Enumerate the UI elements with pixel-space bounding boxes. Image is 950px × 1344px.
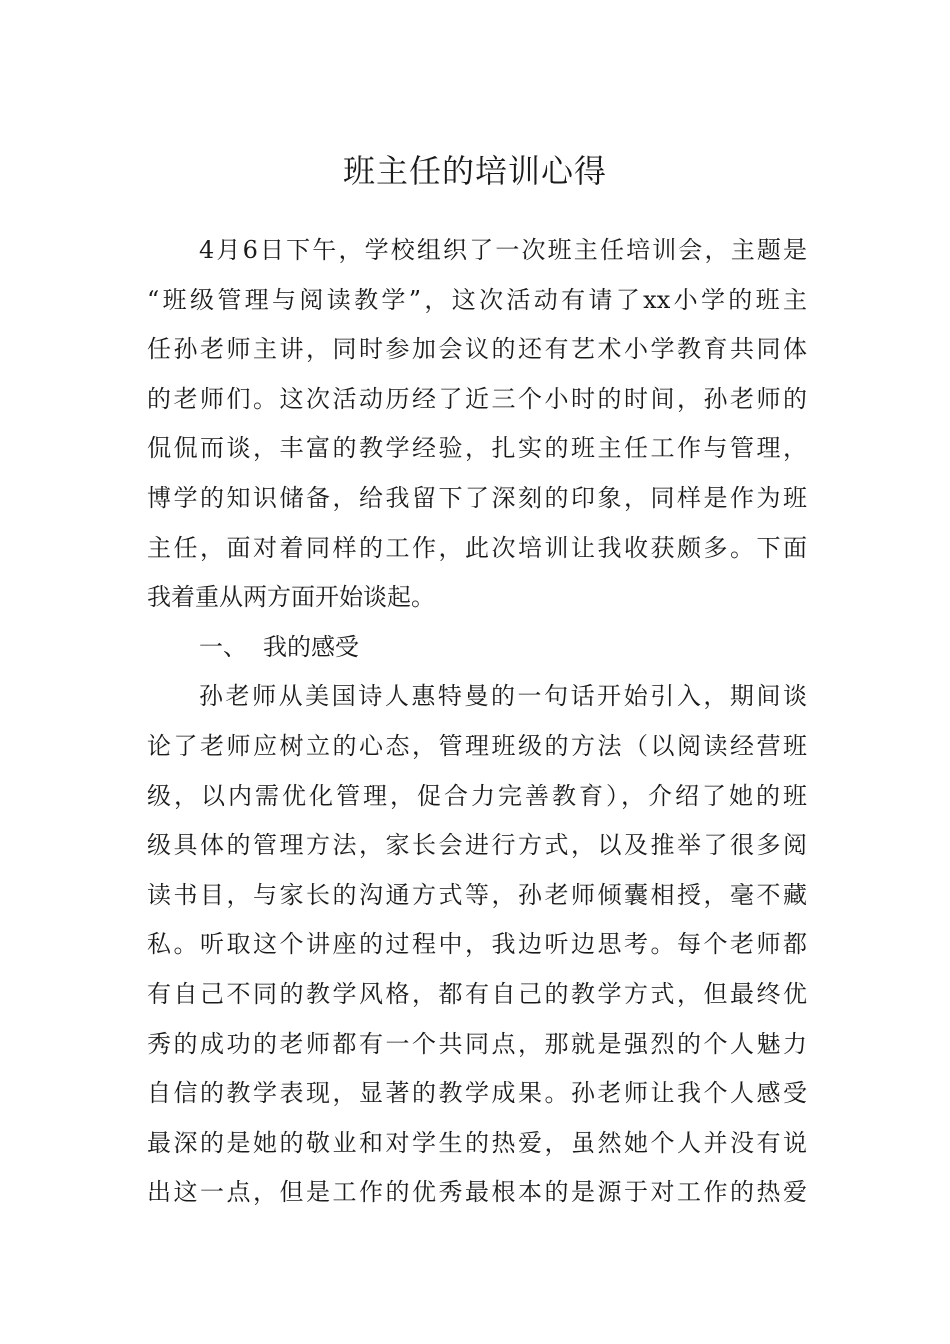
text-line: 秀的成功的老师都有一个共同点，那就是强烈的个人魅力 [147, 1029, 807, 1058]
text-line: 任孙老师主讲，同时参加会议的还有艺术小学教育共同体 [147, 335, 807, 364]
text-line: 最深的是她的敬业和对学生的热爱，虽然她个人并没有说 [147, 1128, 807, 1157]
text-line: 读书目，与家长的沟通方式等，孙老师倾囊相授，毫不藏 [147, 880, 807, 909]
text-line: 级具体的管理方法，家长会进行方式，以及推举了很多阅 [147, 831, 807, 860]
text-line: 博学的知识储备，给我留下了深刻的印象，同样是作为班 [147, 483, 807, 512]
text-line: 的老师们。这次活动历经了近三个小时的时间，孙老师的 [147, 384, 807, 413]
section-number: 一、 [199, 632, 247, 661]
section-heading-text: 我的感受 [263, 632, 359, 661]
paragraph-1 [147, 226, 807, 623]
text-line: 侃侃而谈，丰富的教学经验，扎实的班主任工作与管理， [147, 434, 807, 463]
text-line: 自信的教学表现，显著的教学成果。孙老师让我个人感受 [147, 1079, 807, 1108]
document-body [147, 226, 807, 1218]
text-line: 主任，面对着同样的工作，此次培训让我收获颇多。下面 [147, 533, 807, 562]
text-line: 孙老师从美国诗人惠特曼的一句话开始引入，期间谈 [199, 682, 807, 711]
document-title: 班主任的培训心得 [342, 152, 607, 191]
text-line: 论了老师应树立的心态，管理班级的方法（以阅读经营班 [147, 731, 807, 760]
text-line: 出这一点，但是工作的优秀最根本的是源于对工作的热爱 [147, 1178, 807, 1207]
text-line: 4月6日下午，学校组织了一次班主任培训会，主题是 [199, 236, 807, 264]
text-line: “班级管理与阅读教学”，这次活动有请了xx小学的班主 [147, 285, 807, 314]
text-line: 私。听取这个讲座的过程中，我边听边思考。每个老师都 [147, 930, 807, 959]
section-heading [147, 623, 807, 673]
text-line: 有自己不同的教学风格，都有自己的教学方式，但最终优 [147, 979, 807, 1008]
text-line: 我着重从两方面开始谈起。 [147, 583, 435, 612]
paragraph-2 [147, 672, 807, 1218]
text-line: 级，以内需优化管理，促合力完善教育），介绍了她的班 [147, 781, 807, 810]
